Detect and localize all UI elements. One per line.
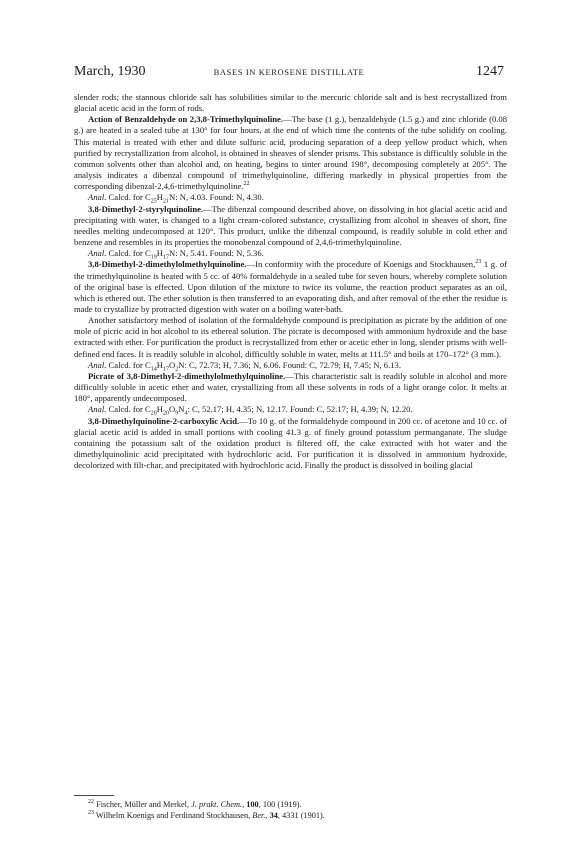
formula-text: Calcd. for C xyxy=(108,192,151,203)
header-title: BASES IN KEROSENE DISTILLATE xyxy=(213,67,365,77)
formula-subscript: 14 xyxy=(150,366,157,373)
footnote-journal: J. prakt. Chem. xyxy=(191,800,243,809)
formula-text: O xyxy=(169,404,176,415)
footnote: $^{22}$ Fischer, Müller and Merkel, J. prakt. Chem., 100, 100 (1919). xyxy=(88,799,302,809)
paragraph-dimethylolmethylquinoline xyxy=(74,259,507,315)
footnote-pages: , 4331 (1901). xyxy=(277,811,325,820)
formula-subscript: 21 xyxy=(163,199,170,206)
paragraph-text: —To 10 g. of the formaldehyde compound in 200 cc. of acetone and 10 cc. of glacial acetic acid is added in small portions with cooling 41.3 g. of finely ground potassium permanganate. The sludge containing the potassium salt of the oxidation product is filtered off, the cake extracted with hot water and the dimethylquinolinic acid precipitated with hydrochloric acid. For purification it is dissolved in ammonium hydroxide, decolorized with filt-char, and precipitated with hydrochloric acid. Finally the product is dissolved in boiling glacial xyxy=(74,415,507,471)
running-header xyxy=(74,64,504,82)
formula-subscript: 4 xyxy=(184,411,188,418)
paragraph-benzaldehyde-action xyxy=(74,114,507,192)
footnotes xyxy=(74,799,507,821)
analysis-line xyxy=(74,404,507,418)
footnote-number: 23 xyxy=(88,810,94,817)
paragraph-text: —This characteristic salt is readily soluble in alcohol and more difficultly soluble in acetic ether and water, crystallizing from all these solvents in rods of a light orange color. It melts at 180°, apparently undecomposed. xyxy=(74,370,508,404)
footnote-volume: 34 xyxy=(269,811,278,820)
formula-text: Calcd. for C xyxy=(108,359,151,370)
analysis-label: Anal. xyxy=(88,359,107,370)
footnote-journal: Ber. xyxy=(252,811,266,820)
footnote-pages: , 100 (1919). xyxy=(258,800,302,809)
header-date: March, 1930 xyxy=(74,64,146,79)
section-heading: Picrate of 3,8-Dimethyl-2-dimethylolmethylquinoline. xyxy=(88,370,286,381)
analysis-line xyxy=(74,360,507,371)
formula-subscript: 17 xyxy=(163,366,170,373)
formula-subscript: 25 xyxy=(150,199,157,206)
footnote-authors: Fischer, Müller and Merkel, xyxy=(94,800,192,809)
analysis-values: : N, 5.41. Found: N, 5.36. xyxy=(175,248,264,259)
analysis-values: : C, 52.17; H, 4.35; N, 12.17. Found: C, 52.17; H, 4.39; N, 12.20. xyxy=(187,404,413,415)
paragraph-text: —The dibenzal compound described above, on dissolving in hot glacial acetic acid and precipitating with water, is changed to a light cream-colored substance, crystallizing from alcohol in sheaves of short, fine needles melting undecomposed at 120°. This product, unlike the dibenzal compound, is readily soluble in cold ether and benzene and resembles in its properties the monobenzal compound of 2,4,6-trimethylquinoline. xyxy=(74,203,507,248)
article-body xyxy=(74,92,507,471)
footnote-authors: Wilhelm Koenigs and Ferdinand Stockhausen, xyxy=(94,811,253,820)
page-number: 1247 xyxy=(476,64,504,79)
footnote-ref: 22 xyxy=(243,181,250,188)
formula-text: H xyxy=(156,404,164,415)
paragraph-picrate xyxy=(74,371,507,404)
footnote-divider xyxy=(74,795,114,796)
formula-subscript: 2 xyxy=(175,366,179,373)
formula-subscript: 20 xyxy=(163,411,170,418)
footnote: $^{23}$ Wilhelm Koenigs and Ferdinand Stockhausen, Ber., 34, 4331 (1901). xyxy=(88,810,325,820)
formula-subscript: 19 xyxy=(150,254,157,261)
paragraph-continuation: slender rods; the stannous chloride salt has solubilities similar to the mercuric chloride salt and is best recrystallized from glacial acetic acid in the form of rods. xyxy=(74,92,507,114)
analysis-line xyxy=(74,192,507,206)
analysis-line xyxy=(74,248,507,259)
footnote-ref: 23 xyxy=(475,259,482,266)
footnote-volume: 100 xyxy=(246,800,259,809)
paragraph-styrylquinoline xyxy=(74,204,507,249)
analysis-label: Anal. xyxy=(88,248,107,259)
formula-text: N xyxy=(178,404,185,415)
analysis-values: : C, 72.73; H, 7.36; N, 6.06. Found: C, 72.79; H, 7.45; N, 6.13. xyxy=(184,359,401,370)
footnote-number: 22 xyxy=(88,799,94,806)
paragraph-text: 1 g. of the trimethylquinoline is heated with 5 cc. of 40% formaldehyde in a sealed tube for seven hours, whereby complete solution of the original base is effected. Upon dilution of the mixture to twice its volume, the reaction product separates as an oil, which is ethered out. The ether solution is then transferred to an evaporating dish, and after removal of the ether the residue is made to crystallize by protracted digestion with water on a boiling water-bath. xyxy=(74,259,507,314)
formula-subscript: 9 xyxy=(175,411,179,418)
analysis-label: Anal. xyxy=(88,404,107,415)
formula-text: Calcd. for C xyxy=(108,248,151,259)
formula-text: N xyxy=(169,248,176,259)
paragraph-picrate-isolation: Another satisfactory method of isolation of the formaldehyde compound is precipitation as picrate by the addition of one mole of picric acid in hot alcohol to its ethereal solution. The picrate is decomposed with ammonium hydroxide and the base extracted with ether. For purification the product is recrystallized from ether or acetic ether in long, slender prisms with well-defined end faces. It is readily soluble in alcohol, difficultly soluble in water, melts at 111.5° and boils at 170–172° (3 mm.). xyxy=(74,315,507,359)
section-heading: 3,8-Dimethyl-2-dimethylolmethylquinoline. xyxy=(88,259,247,270)
paragraph-text: —The base (1 g.), benzaldehyde (1.5 g.) and zinc chloride (0.08 g.) are heated in a sealed tube at 130° for four hours, at the end of which time the contents of the tube solidify on cooling. This material is treated with ether and dilute sulfuric acid, producing separation of a deep yellow product which, when purified by recrystallization from alcohol, is obtained in sheaves of slender prisms. This substance is difficultly soluble in the common solvents other than alcohol and, on heating, begins to sinter around 198°, decomposing completely at 205°. The analysis indicates a dibenzal compound of trimethylquinoline, differing markedly in physical properties from the corresponding dibenzal-2,4,6-trimethylquinoline. xyxy=(74,114,507,192)
analysis-label: Anal. xyxy=(88,192,107,203)
section-heading: 3,8-Dimethylquinoline-2-carboxylic Acid. xyxy=(88,415,240,426)
formula-text: O xyxy=(169,359,176,370)
formula-text: Calcd. for C xyxy=(108,404,151,415)
formula-text: H xyxy=(156,192,164,203)
formula-text: H xyxy=(156,359,164,370)
section-heading: Action of Benzaldehyde on 2,3,8-Trimethylquinoline. xyxy=(88,114,283,125)
section-heading: 3,8-Dimethyl-2-styrylquinoline. xyxy=(88,203,204,214)
formula-text: N xyxy=(178,359,185,370)
formula-text: H xyxy=(156,248,164,259)
formula-subscript: 17 xyxy=(163,254,170,261)
formula-text: N xyxy=(169,192,176,203)
formula-subscript: 20 xyxy=(150,411,157,418)
paragraph-text: —In conformity with the procedure of Koenigs and Stockhausen, xyxy=(246,259,476,270)
paragraph-carboxylic-acid xyxy=(74,416,507,472)
analysis-values: : N, 4.03. Found: N, 4.30. xyxy=(175,192,264,203)
